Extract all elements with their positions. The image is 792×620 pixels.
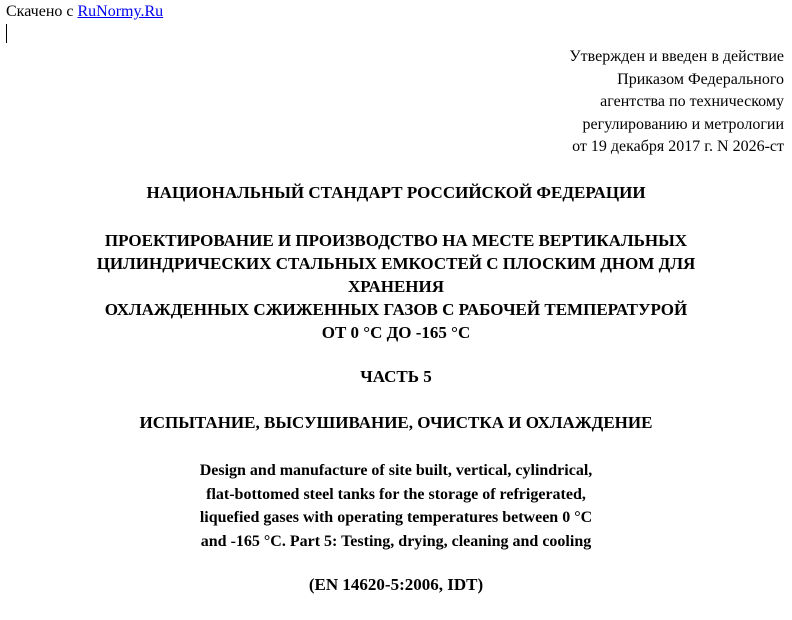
english-title-line: and -165 °С. Part 5: Testing, drying, cleaning and cooling (200, 532, 592, 550)
part-title: ИСПЫТАНИЕ, ВЫСУШИВАНИЕ, ОЧИСТКА И ОХЛАЖДЕНИЕ (139, 413, 653, 432)
approval-line: регулированию и метрологии (582, 115, 784, 133)
approval-line: Утвержден и введен в действие (569, 48, 784, 65)
english-title-line: flat-bottomed steel tanks for the storage of refrigerated, (206, 485, 586, 503)
russian-title-line: ОТ 0 °С ДО -165 °С (321, 323, 471, 342)
approval-line: Приказом Федерального (617, 70, 784, 88)
source-link[interactable]: RuNormy.Ru (77, 3, 164, 20)
approval-line: агентства по техническому (600, 93, 784, 110)
russian-title-line: ПРОЕКТИРОВАНИЕ И ПРОИЗВОДСТВО НА МЕСТЕ ВЕРТИКАЛЬНЫХ (104, 231, 688, 250)
part-heading: ЧАСТЬ 5 (360, 367, 432, 386)
approval-block (364, 46, 784, 159)
approval-line: от 19 декабря 2017 г. N 2026-ст (572, 138, 784, 155)
english-title-line: Design and manufacture of site built, vertical, cylindrical, (199, 462, 593, 479)
standard-type-heading: НАЦИОНАЛЬНЫЙ СТАНДАРТ РОССИЙСКОЙ ФЕДЕРАЦИИ (146, 183, 646, 202)
russian-title-line: ХРАНЕНИЯ (347, 277, 445, 296)
english-title-line: liquefied gases with operating temperatures between 0 °С (199, 509, 593, 526)
text-cursor (6, 24, 7, 43)
en-standard-reference: (EN 14620-5:2006, IDT) (308, 575, 484, 594)
source-prefix: Скачено с (6, 3, 78, 20)
russian-title (0, 229, 792, 344)
source-line (6, 2, 163, 21)
russian-title-line: ЦИЛИНДРИЧЕСКИХ СТАЛЬНЫХ ЕМКОСТЕЙ С ПЛОСКИМ ДНОМ ДЛЯ (96, 254, 696, 273)
russian-title-line: ОХЛАЖДЕННЫХ СЖИЖЕННЫХ ГАЗОВ С РАБОЧЕЙ ТЕМПЕРАТУРОЙ (104, 300, 688, 319)
english-title (0, 459, 792, 553)
